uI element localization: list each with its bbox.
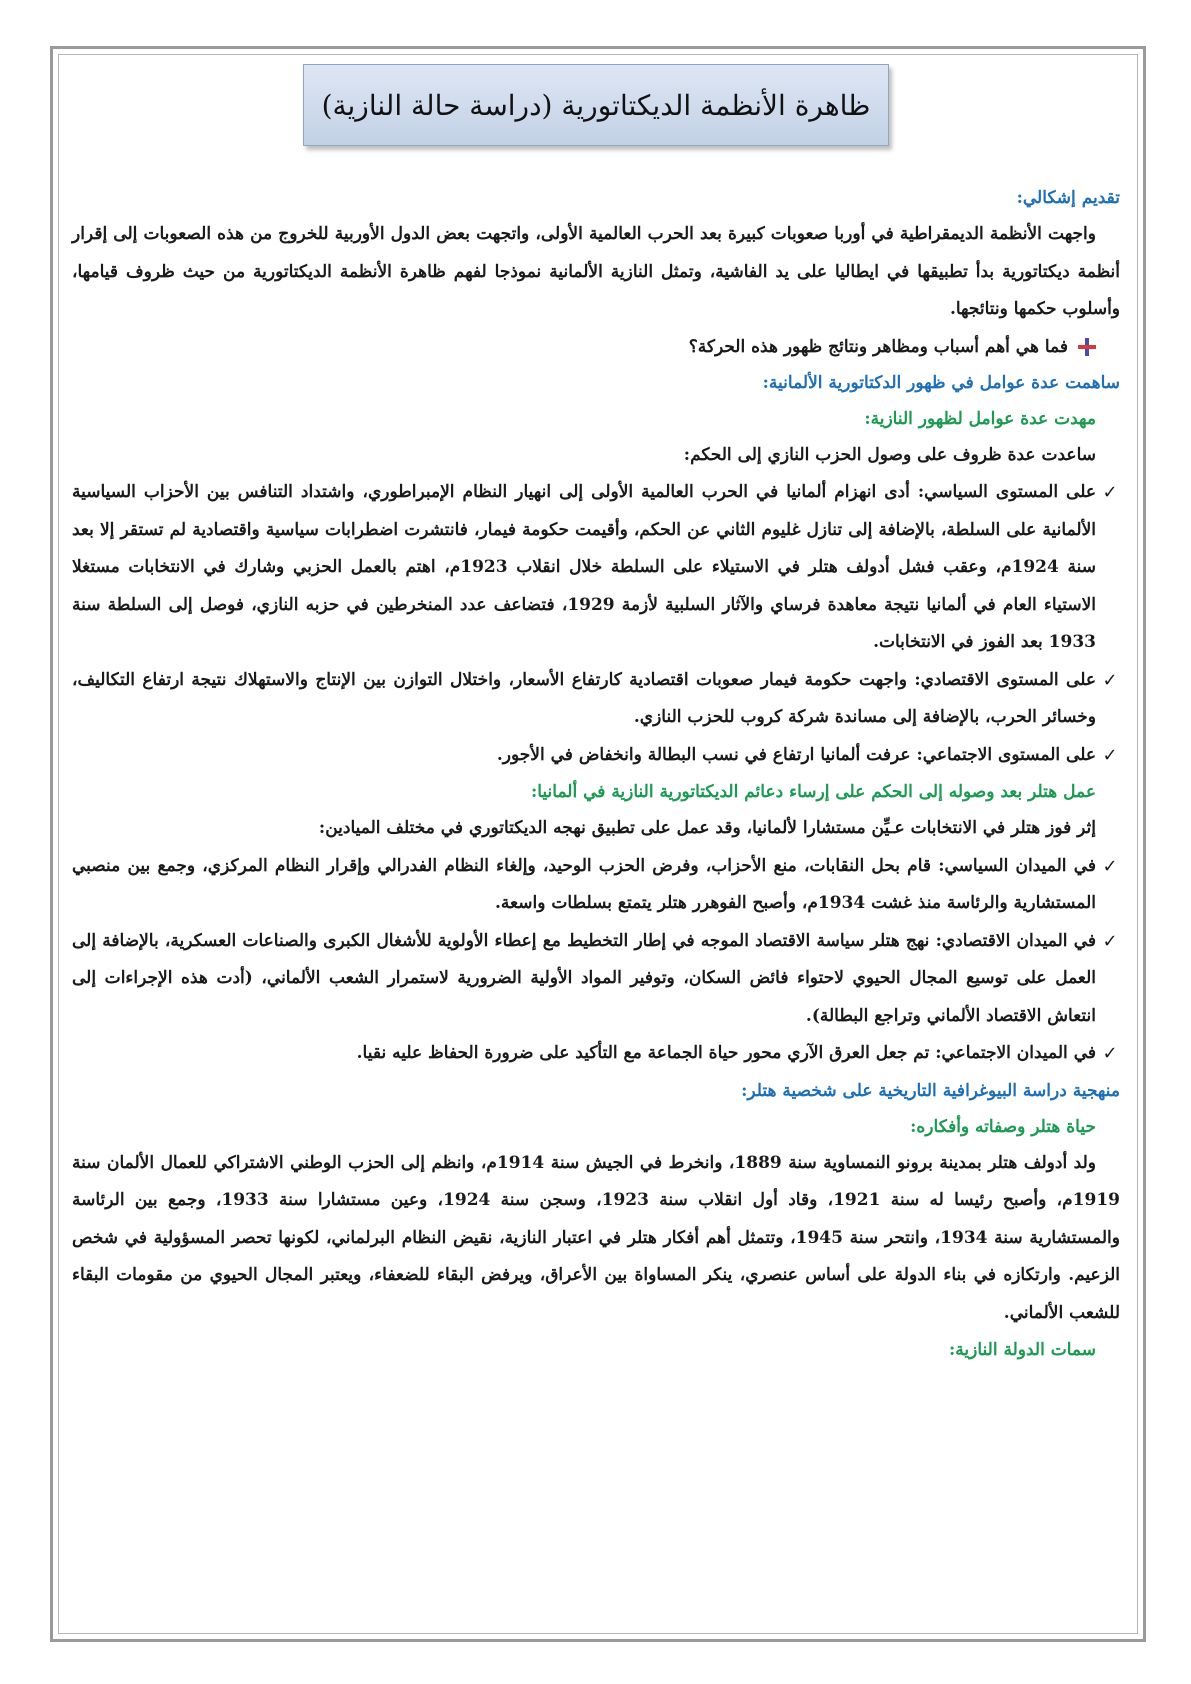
section2-subheading: عمل هتلر بعد وصوله إلى الحكم على إرساء دعائم الديكتاتورية النازية في ألمانيا: [530, 782, 1096, 802]
intro-paragraph: واجهت الأنظمة الديمقراطية في أوربا صعوبات كبيرة بعد الحرب العالمية الأولى، واتجهت بعض الدول الأوربية للخروج من هذه الصعوبات إلى إقرار أنظمة ديكتاتورية بدأ تطبيقها في ايطاليا على يد الفاشية، وتمثل النازية الألمانية نموذجا لفهم ظاهرة الأنظمة الديكتاتورية من حيث ظروف قيامها، وأسلوب حكمها ونتائجها. [72, 224, 1120, 319]
checkmark-icon: ✓ [1102, 669, 1118, 691]
section1-heading: ساهمت عدة عوامل في ظهور الدكتاتورية الألمانية: [762, 372, 1120, 393]
title-box [303, 64, 889, 146]
page-title: ظاهرة الأنظمة الديكتاتورية (دراسة حالة النازية) [321, 88, 871, 122]
section3-heading: منهجية دراسة البيوغرافية التاريخية على شخصية هتلر: [741, 1080, 1120, 1101]
checkmark-icon: ✓ [1102, 744, 1118, 766]
list-item [72, 1035, 1120, 1073]
list-item [72, 474, 1120, 662]
section2-lead: إثر فوز هتلر في الانتخابات عـيِّن مستشارا لألمانيا، وقد عمل على تطبيق نهجه الديكتاتوري في مختلف الميادين: [318, 818, 1096, 838]
list-item [72, 737, 1120, 775]
plus-bullet-icon [1078, 338, 1096, 356]
section3-subheading: حياة هتلر وصفاته وأفكاره: [910, 1116, 1096, 1137]
checkmark-icon: ✓ [1102, 855, 1118, 877]
section1-subheading: مهدت عدة عوامل لظهور النازية: [864, 408, 1096, 429]
list-item [72, 848, 1120, 923]
intro-question [72, 329, 1120, 365]
list-item [72, 662, 1120, 737]
list-item-text: على المستوى الاقتصادي: واجهت حكومة فيمار صعوبات اقتصادية كارتفاع الأسعار، واختلال التوازن بين الإنتاج والاستهلاك نتيجة ارتفاع التكاليف، وخسائر الحرب، بالإضافة إلى مساندة شركة كروب للحزب النازي. [72, 669, 1096, 727]
checkmark-icon: ✓ [1102, 930, 1118, 952]
list-item-text: في الميدان السياسي: قام بحل النقابات، منع الأحزاب، وفرض الحزب الوحيد، وإلغاء النظام الفدرالي وإقرار النظام المركزي، وجمع بين منصبي المستشارية والرئاسة منذ غشت 1934م، وأصبح الفوهرر هتلر يتمتع بسلطات واسعة. [72, 855, 1096, 913]
section3-paragraph: ولد أدولف هتلر بمدينة برونو النمساوية سنة 1889، وانخرط في الجيش سنة 1914م، وانظم إلى الحزب الوطني الاشتراكي للعمال الألمان سنة 1919م، وأصبح رئيسا له سنة 1921، وقاد أول انقلاب سنة 1923، وسجن سنة 1924، وعين مستشارا سنة 1933، وجمع بين الرئاسة والمستشارية سنة 1934، وانتحر سنة 1945، وتتمثل أهم أفكار هتلر في اعتبار النازية، نقيض النظام البرلماني، لكونها تحصر المسؤولية في شخص الزعيم. وارتكازه في بناء الدولة على أساس عنصري، ينكر المساواة بين الأعراق، ويرفض البقاء للضعفاء، ويعتبر المجال الحيوي من مقومات البقاء للشعب الألماني. [72, 1152, 1120, 1323]
list-item-text: على المستوى الاجتماعي: عرفت ألمانيا ارتفاع في نسب البطالة وانخفاض في الأجور. [496, 744, 1096, 765]
checkmark-icon: ✓ [1102, 1043, 1118, 1064]
list-item-text: على المستوى السياسي: أدى انهزام ألمانيا في الحرب العالمية الأولى إلى انهيار النظام الإمبراطوري، واشتداد التنافس بين الأحزاب السياسية الألمانية على السلطة، بالإضافة إلى تنازل غليوم الثاني عن الحكم، وأقيمت حكومة فيمار، فانتشرت اضطرابات سياسية واقتصادية لم تستقر إلا بعد سنة 1924م، وعقب فشل أدولف هتلر في الاستيلاء على السلطة خلال انقلاب 1923م، اهتم بالعمل الحزبي وشارك في الانتخابات مستغلا الاستياء العام في ألمانيا نتيجة معاهدة فرساي والآثار السلبية لأزمة 1929، فتضاعف عدد المنخرطين في حزبه النازي، فوصل إلى السلطة سنة 1933 بعد الفوز في الانتخابات. [72, 482, 1096, 652]
document-body [72, 180, 1120, 1368]
section1-lead: ساعدت عدة ظروف على وصول الحزب النازي إلى الحكم: [683, 444, 1096, 465]
list-item-text: في الميدان الاقتصادي: نهج هتلر سياسة الاقتصاد الموجه في إطار التخطيط مع إعطاء الأولوية للأشغال الكبرى والصناعات العسكرية، بالإضافة إلى العمل على توسيع المجال الحيوي لاحتواء فائض السكان، وتوفير المواد الأولية الضرورية لاستمرار الشعب الألماني، (أدت هذه الإجراءات إلى انتعاش الاقتصاد الألماني وتراجع البطالة). [72, 930, 1096, 1026]
intro-question-text: فما هي أهم أسباب ومظاهر ونتائج ظهور هذه الحركة؟ [688, 336, 1068, 357]
checkmark-icon: ✓ [1102, 482, 1118, 503]
section1-list [72, 474, 1120, 774]
section3-subheading2: سمات الدولة النازية: [949, 1340, 1096, 1360]
list-item [72, 923, 1120, 1036]
list-item-text: في الميدان الاجتماعي: تم جعل العرق الآري محور حياة الجماعة مع التأكيد على ضرورة الحفاظ عليه نقيا. [356, 1043, 1096, 1063]
section2-list [72, 848, 1120, 1073]
intro-heading: تقديم إشكالي: [1016, 188, 1120, 208]
